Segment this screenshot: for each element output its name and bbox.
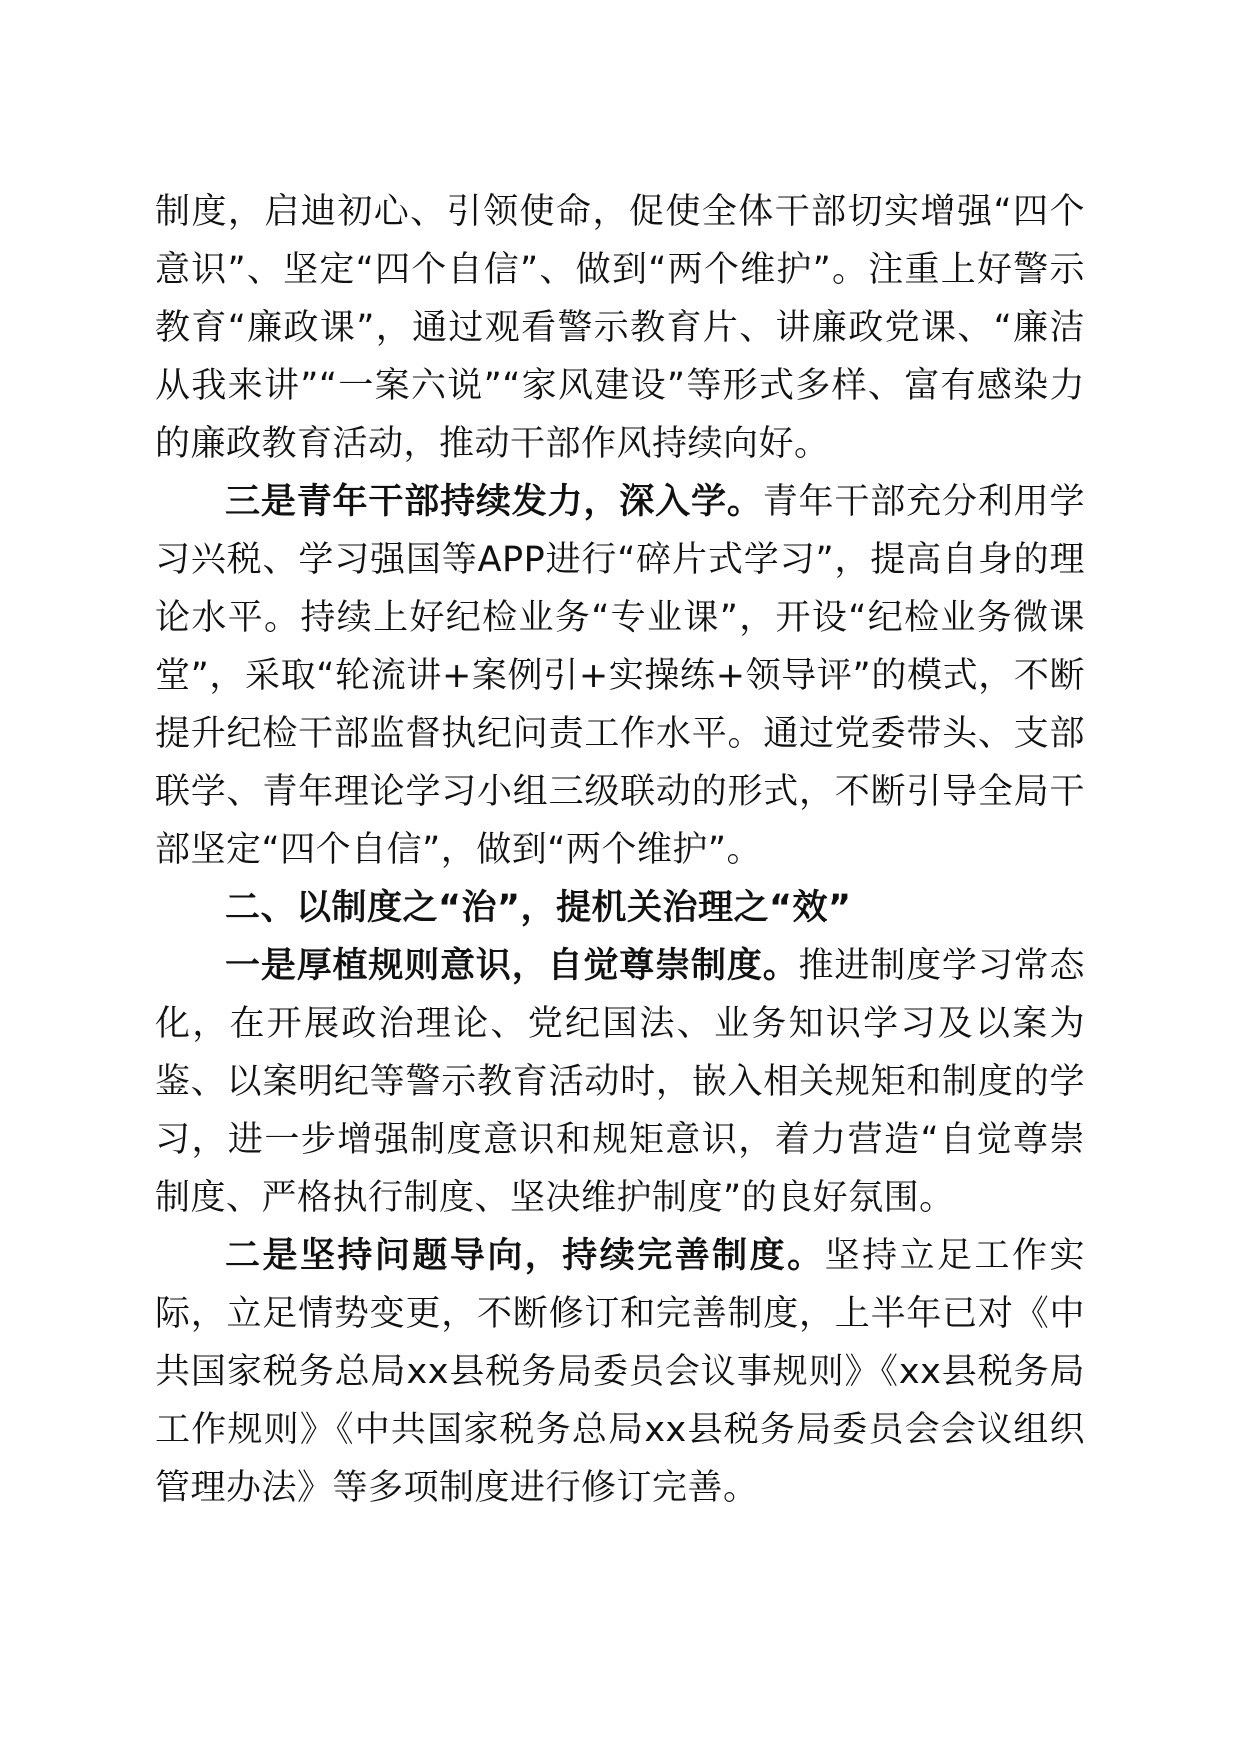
paragraph-text: 坚持立足工作实际，立足情势变更，不断修订和完善制度，上半年已对《中共国家税务总局xx县税务局委员会议事规则》《xx县税务局工作规则》《中共国家税务总局xx县税务局委员会会议组织管理办法》等多项制度进行修订完善。 — [155, 1236, 1085, 1508]
document-body — [155, 183, 1085, 1517]
paragraph-continuation — [155, 183, 1085, 473]
section-heading: 二、以制度之“治”，提机关治理之“效” — [225, 888, 852, 928]
paragraph-youth-cadres — [155, 473, 1085, 879]
paragraph-problem-oriented — [155, 1227, 1085, 1517]
paragraph-text: 制度，启迪初心、引领使命，促使全体干部切实增强“四个意识”、坚定“四个自信”、做到“两个维护”。注重上好警示教育“廉政课”，通过观看警示教育片、讲廉政党课、“廉洁从我来讲”“一案六说”“家风建设”等形式多样、富有感染力的廉政教育活动，推动干部作风持续向好。 — [155, 192, 1085, 464]
paragraph-lead: 三是青年干部持续发力，深入学。 — [225, 482, 763, 522]
paragraph-rule-awareness — [155, 937, 1085, 1227]
paragraph-lead: 一是厚植规则意识，自觉尊崇制度。 — [225, 946, 799, 986]
paragraph-text: 推进制度学习常态化，在开展政治理论、党纪国法、业务知识学习及以案为鉴、以案明纪等警示教育活动时，嵌入相关规矩和制度的学习，进一步增强制度意识和规矩意识，着力营造“自觉尊崇制度、严格执行制度、坚决维护制度”的良好氛围。 — [155, 946, 1085, 1218]
paragraph-lead: 二是坚持问题导向，持续完善制度。 — [225, 1236, 825, 1276]
paragraph-text: 青年干部充分利用学习兴税、学习强国等APP进行“碎片式学习”，提高自身的理论水平。持续上好纪检业务“专业课”，开设“纪检业务微课堂”，采取“轮流讲+案例引+实操练+领导评”的模式，不断提升纪检干部监督执纪问责工作水平。通过党委带头、支部联学、青年理论学习小组三级联动的形式，不断引导全局干部坚定“四个自信”，做到“两个维护”。 — [155, 482, 1085, 870]
